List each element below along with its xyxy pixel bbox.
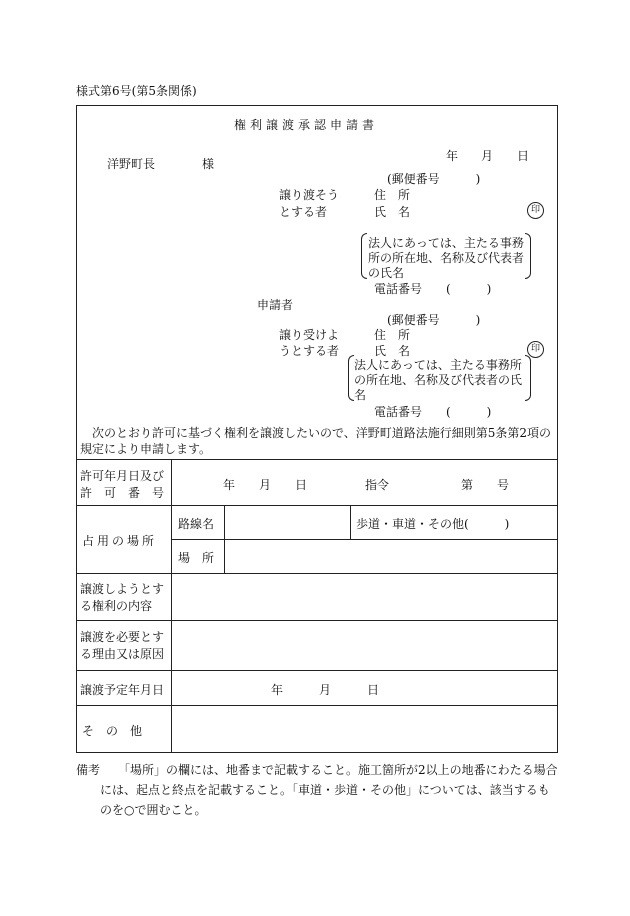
other-label: そ の 他 (82, 724, 143, 738)
transferee-postal: (郵便番号 ) (387, 313, 481, 327)
permit-number: 第 号 (461, 478, 510, 492)
transferor-role-2: とする者 (279, 205, 328, 219)
rule-after-permit (76, 505, 558, 506)
transferor-corp-2: 所の所在地、名称及び代表者 (368, 251, 525, 265)
transferee-seal-icon: 印 (527, 341, 544, 358)
right-label-1: 譲渡しようとす (80, 582, 165, 596)
remarks-line-1: 「場所」の欄には、地番まで記載すること。施工箇所が2以上の地番にわたる場合 (118, 763, 558, 777)
transferor-name-label: 氏 名 (374, 205, 411, 219)
rule-after-right (76, 620, 558, 621)
permit-order: 指令 (365, 478, 390, 492)
route-label: 路線名 (178, 517, 215, 531)
permit-label-2: 許 可 番 号 (80, 486, 165, 500)
rule-after-occupy (76, 573, 558, 574)
transferor-corp-1: 法人にあっては、主たる事務 (368, 236, 524, 250)
planned-date: 年 月 日 (271, 683, 380, 697)
remarks-line-2: には、起点と終点を記載すること。「車道・歩道・その他」については、該当するも (100, 783, 550, 797)
statement-line-1: 次のとおり許可に基づく権利を譲渡したいので、洋野町道路法施行細則第5条第2項の (92, 426, 552, 440)
transferee-corp-3: 名 (354, 388, 367, 402)
transferor-phone: 電話番号 ( ) (374, 282, 492, 296)
transferor-role-1: 譲り渡そう (279, 188, 340, 202)
transferor-seal-icon: 印 (527, 202, 544, 219)
rule-after-planned (76, 705, 558, 706)
statement-line-2: 規定により申請します。 (80, 442, 212, 456)
transferee-name-label: 氏 名 (374, 344, 411, 358)
form-number: 様式第6号(第5条関係) (76, 84, 197, 98)
planned-label: 譲渡予定年月日 (80, 683, 165, 697)
place-label: 場 所 (178, 551, 215, 565)
transferee-role-1: 譲り受けよ (279, 328, 340, 342)
applicant-label: 申請者 (257, 298, 294, 312)
reason-label-2: る理由又は原因 (80, 647, 165, 661)
transferee-address-label: 住 所 (374, 328, 411, 342)
remarks-label: 備考 (76, 763, 101, 777)
permit-label-1: 許可年月日及び (80, 469, 165, 483)
transferee-corp-1: 法人にあっては、主たる事務所 (354, 358, 522, 372)
addressee-name: 洋野町長 (107, 157, 156, 171)
route-label-rule (224, 505, 225, 573)
transferor-bracket-left (361, 233, 367, 279)
label-column-rule (171, 459, 172, 753)
occupy-label: 占用の場所 (82, 534, 158, 548)
road-type: 歩道・車道・その他( ) (356, 517, 510, 531)
transferee-bracket-right (525, 355, 531, 401)
rule-route-place (171, 539, 558, 540)
permit-date: 年 月 日 (223, 478, 308, 492)
route-type-rule (350, 505, 351, 539)
right-label-2: る権利の内容 (80, 599, 153, 613)
rule-after-reason (76, 670, 558, 671)
date-day: 日 (517, 149, 530, 163)
date-year: 年 (446, 149, 459, 163)
transferee-role-2: うとする者 (279, 344, 340, 358)
transferor-address-label: 住 所 (374, 188, 411, 202)
date-month: 月 (481, 149, 494, 163)
reason-label-1: 譲渡を必要とす (80, 630, 165, 644)
transferor-bracket-right (525, 233, 531, 279)
addressee-honorific: 様 (202, 157, 215, 171)
transferee-phone: 電話番号 ( ) (374, 405, 492, 419)
transferor-postal: (郵便番号 ) (387, 172, 481, 186)
form-title: 権利譲渡承認申請書 (234, 118, 379, 132)
transferee-corp-2: の所在地、名称及び代表者の氏 (354, 373, 523, 387)
transferor-corp-3: の氏名 (368, 266, 405, 280)
remarks-line-3: のを○で囲むこと。 (100, 803, 207, 817)
table-top-rule (76, 459, 558, 460)
